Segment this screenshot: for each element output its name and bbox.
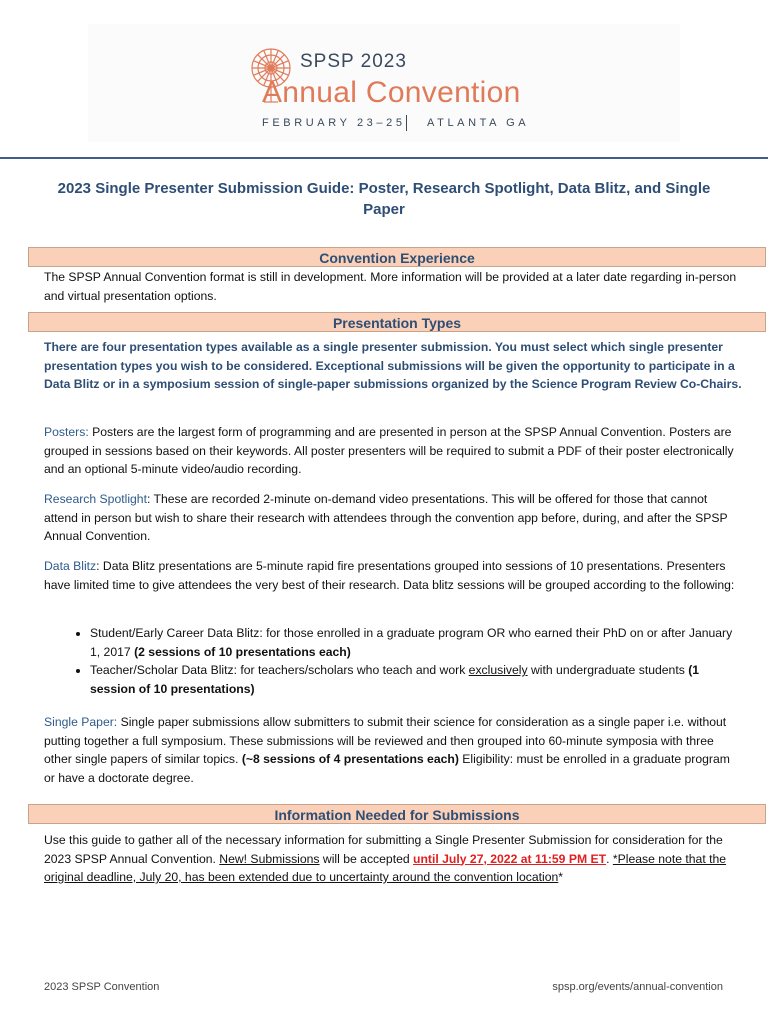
info-text-4: * (558, 870, 564, 884)
page-title: 2023 Single Presenter Submission Guide: Poster, Research Spotlight, Data Blitz, and Single Paper (57, 180, 711, 218)
posters-text: Posters are the largest form of programming and are presented in person at the SPSP Annual Convention. Posters are grouped in sessions based on their keywords. All poster presenters will be required to submit a PDF of their poster electronically and an optional 5-minute video/audio recording. (44, 425, 734, 476)
single-paper-paragraph (44, 713, 744, 787)
data-blitz-paragraph (44, 557, 744, 594)
data-blitz-list (44, 624, 734, 698)
header-rule (0, 157, 768, 159)
presentation-types-intro: There are four presentation types available as a single presenter submission. You must select which single presenter presentation types you wish to be considered. Exceptional submissions will be given the opportunity to participate in a Data Blitz or in a symposium session of single-paper submissions organized by the Science Program Review Co-Chairs. (44, 340, 742, 391)
new-submissions-label: New! Submissions (219, 851, 320, 866)
posters-paragraph (44, 423, 744, 479)
teacher-blitz-text-2: with undergraduate students (527, 663, 689, 677)
single-paper-text: Single paper submissions allow submitters to submit their science for consideration as a single paper i.e. without putting together a full symposium. These submissions will be reviewed and then grouped into 60-minute symposia with three other single papers of similar topics. (44, 715, 727, 766)
logo-divider (406, 115, 407, 131)
info-text-3: . (606, 851, 613, 866)
footer-url: spsp.org/events/annual-convention (552, 981, 723, 993)
list-item (90, 624, 734, 661)
section-heading-presentation-types: Presentation Types (28, 312, 766, 332)
logo-dates: FEBRUARY 23–25 (262, 117, 406, 129)
research-spotlight-text: : These are recorded 2-minute on-demand video presentations. This will be offered for those that cannot attend in person but wish to share their research with attendees through the convention app before, during, and after the SPSP Annual Convention. (44, 492, 728, 543)
research-spotlight-label: Research Spotlight (44, 492, 147, 506)
section-heading-convention-experience: Convention Experience (28, 247, 766, 267)
research-spotlight-paragraph (44, 490, 744, 546)
single-paper-eligibility: Eligibility: must be enrolled in a graduate program or have a doctorate degree. (44, 752, 730, 785)
section-heading-information-needed: Information Needed for Submissions (28, 804, 766, 824)
convention-experience-text: The SPSP Annual Convention format is still in development. More information will be provided at a later date regarding in-person and virtual presentation options. (44, 270, 737, 303)
info-text-2: will be accepted (319, 851, 414, 866)
deadline-extension-note: *Please note that the original deadline, July 20, has been extended due to uncertainty around the convention location (44, 851, 727, 884)
footer-convention-name: 2023 SPSP Convention (44, 981, 160, 993)
teacher-blitz-emphasis: exclusively (468, 663, 528, 677)
student-blitz-sessions: (2 sessions of 10 presentations each) (134, 644, 351, 659)
information-needed-paragraph (44, 831, 744, 887)
logo-location: ATLANTA GA (427, 117, 530, 129)
logo-org-year: SPSP 2023 (300, 51, 407, 72)
teacher-blitz-text: Teacher/Scholar Data Blitz: for teachers/scholars who teach and work (90, 663, 469, 677)
teacher-blitz-sessions: (1 session of 10 presentations) (90, 663, 700, 696)
info-text: Use this guide to gather all of the necessary information for submitting a Single Presenter Submission for consideration for the 2023 SPSP Annual Convention. (44, 833, 723, 866)
data-blitz-text: : Data Blitz presentations are 5-minute rapid fire presentations grouped into sessions of 10 presentations. Presenters have limited time to give attendees the very best of their research. Data blitz sessions will be grouped according to the following: (44, 559, 735, 592)
logo-event-name: Annual Convention (262, 76, 521, 109)
posters-label: Posters: (44, 425, 89, 439)
student-blitz-text: Student/Early Career Data Blitz: for those enrolled in a graduate program OR who earned their PhD on or after January 1, 2017 (90, 626, 733, 659)
submission-deadline: until July 27, 2022 at 11:59 PM ET (413, 851, 607, 866)
list-item (90, 661, 734, 698)
single-paper-sessions: (~8 sessions of 4 presentations each) (241, 752, 459, 766)
single-paper-label: Single Paper: (44, 715, 118, 729)
data-blitz-label: Data Blitz (44, 559, 97, 573)
